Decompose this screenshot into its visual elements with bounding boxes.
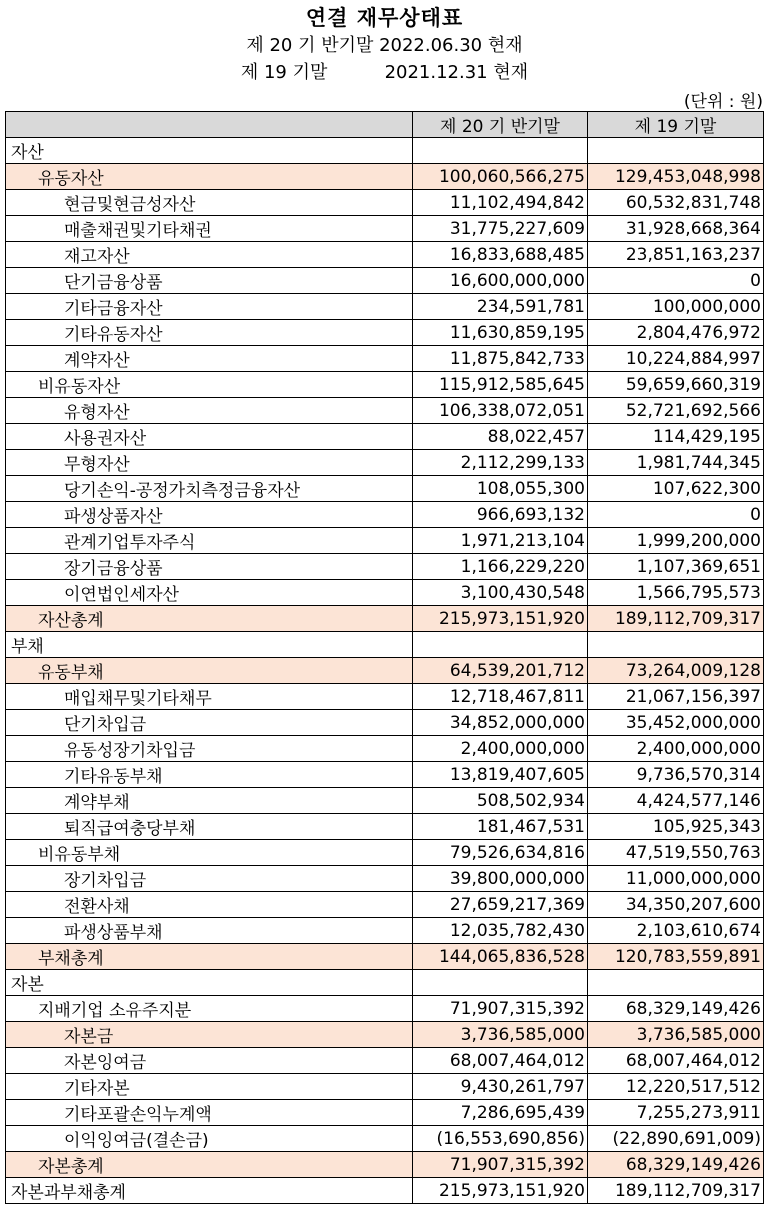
account-label: 이익잉여금(결손금) [6,1126,413,1152]
current-period-value: 13,819,407,605 [413,762,588,788]
account-label: 기타자본 [6,1074,413,1100]
account-label: 유형자산 [6,398,413,424]
account-label: 단기차입금 [6,710,413,736]
current-period-value: 115,912,585,645 [413,372,588,398]
current-period-value: 215,973,151,920 [413,606,588,632]
account-label: 단기금융상품 [6,268,413,294]
account-label: 부채총계 [6,944,413,970]
table-row [6,736,764,762]
prior-period-value: 52,721,692,566 [588,398,764,424]
current-period-value: 34,852,000,000 [413,710,588,736]
prior-period-value [588,138,764,164]
account-label: 유동성장기차입금 [6,736,413,762]
prior-period-value: 21,067,156,397 [588,684,764,710]
table-row [6,502,764,528]
table-row [6,1178,764,1204]
prior-period-value: 35,452,000,000 [588,710,764,736]
column-header-prior: 제 19 기말 [588,112,764,138]
current-period-value: 966,693,132 [413,502,588,528]
current-period-value: 9,430,261,797 [413,1074,588,1100]
current-period-value: 2,112,299,133 [413,450,588,476]
prior-period-value: 1,981,744,345 [588,450,764,476]
account-label: 무형자산 [6,450,413,476]
account-label: 매입채무및기타채무 [6,684,413,710]
table-row [6,216,764,242]
current-period-value: 508,502,934 [413,788,588,814]
account-label: 자본잉여금 [6,1048,413,1074]
prior-period-value: 1,107,369,651 [588,554,764,580]
table-row [6,190,764,216]
account-label: 자산 [6,138,413,164]
prior-period-value: 4,424,577,146 [588,788,764,814]
table-row [6,580,764,606]
current-period-value: (16,553,690,856) [413,1126,588,1152]
account-label: 기타유동부채 [6,762,413,788]
table-header-row [6,112,764,138]
current-period-value: 64,539,201,712 [413,658,588,684]
prior-period-value: 11,000,000,000 [588,866,764,892]
account-label: 자산총계 [6,606,413,632]
account-label: 자본금 [6,1022,413,1048]
current-period-value: 1,166,229,220 [413,554,588,580]
table-body [6,138,764,1204]
prior-period-value: 3,736,585,000 [588,1022,764,1048]
table-row [6,1100,764,1126]
prior-period-value: 7,255,273,911 [588,1100,764,1126]
prior-period-value: 12,220,517,512 [588,1074,764,1100]
column-header-account [6,112,413,138]
account-label: 부채 [6,632,413,658]
table-row [6,710,764,736]
account-label: 자본 [6,970,413,996]
prior-period-value: 114,429,195 [588,424,764,450]
account-label: 현금및현금성자산 [6,190,413,216]
prior-period-value: 9,736,570,314 [588,762,764,788]
account-label: 자본과부채총계 [6,1178,413,1204]
account-label: 비유동부채 [6,840,413,866]
current-period-value: 68,007,464,012 [413,1048,588,1074]
current-period-value: 16,833,688,485 [413,242,588,268]
current-period-value: 106,338,072,051 [413,398,588,424]
table-row [6,554,764,580]
current-period-value [413,632,588,658]
table-row [6,762,764,788]
account-label: 기타포괄손익누계액 [6,1100,413,1126]
current-period-value: 79,526,634,816 [413,840,588,866]
unit-label: (단위 : 원) [683,92,763,112]
account-label: 지배기업 소유주지분 [6,996,413,1022]
table-row [6,164,764,190]
account-label: 퇴직급여충당부채 [6,814,413,840]
table-row [6,1022,764,1048]
table-row [6,996,764,1022]
current-period-value: 88,022,457 [413,424,588,450]
prior-period-value: 2,400,000,000 [588,736,764,762]
prior-period-value: 68,329,149,426 [588,1152,764,1178]
period-prior: 제 19 기말 2021.12.31 현재 [240,62,529,83]
prior-period-value: 107,622,300 [588,476,764,502]
account-label: 매출채권및기타채권 [6,216,413,242]
table-row [6,866,764,892]
current-period-value: 181,467,531 [413,814,588,840]
prior-period-value: 1,566,795,573 [588,580,764,606]
account-label: 전환사채 [6,892,413,918]
current-period-value: 1,971,213,104 [413,528,588,554]
table-row [6,268,764,294]
account-label: 재고자산 [6,242,413,268]
current-period-value: 16,600,000,000 [413,268,588,294]
prior-period-value: 129,453,048,998 [588,164,764,190]
table-row [6,528,764,554]
account-label: 기타유동자산 [6,320,413,346]
account-label: 계약부채 [6,788,413,814]
current-period-value: 11,102,494,842 [413,190,588,216]
prior-period-value: 73,264,009,128 [588,658,764,684]
current-period-value: 215,973,151,920 [413,1178,588,1204]
prior-period-value: 60,532,831,748 [588,190,764,216]
current-period-value: 234,591,781 [413,294,588,320]
period-current: 제 20 기 반기말 2022.06.30 현재 [246,35,523,56]
page-title: 연결 재무상태표 [305,6,464,30]
prior-period-value: 34,350,207,600 [588,892,764,918]
account-label: 파생상품부채 [6,918,413,944]
prior-period-value: 10,224,884,997 [588,346,764,372]
current-period-value: 11,630,859,195 [413,320,588,346]
prior-period-value: 59,659,660,319 [588,372,764,398]
table-row [6,1074,764,1100]
prior-period-value: 189,112,709,317 [588,1178,764,1204]
account-label: 유동자산 [6,164,413,190]
table-row [6,138,764,164]
current-period-value: 3,736,585,000 [413,1022,588,1048]
table-row [6,658,764,684]
table-row [6,1126,764,1152]
table-row [6,892,764,918]
table-row [6,1152,764,1178]
prior-period-value: 31,928,668,364 [588,216,764,242]
table-row [6,424,764,450]
table-row [6,372,764,398]
account-label: 장기금융상품 [6,554,413,580]
table-row [6,450,764,476]
table-row [6,346,764,372]
prior-period-value: 2,804,476,972 [588,320,764,346]
current-period-value: 12,718,467,811 [413,684,588,710]
current-period-value: 108,055,300 [413,476,588,502]
prior-period-value: 189,112,709,317 [588,606,764,632]
prior-period-value: 23,851,163,237 [588,242,764,268]
current-period-value: 100,060,566,275 [413,164,588,190]
current-period-value: 11,875,842,733 [413,346,588,372]
current-period-value [413,138,588,164]
table-row [6,918,764,944]
account-label: 장기차입금 [6,866,413,892]
prior-period-value: 0 [588,502,764,528]
current-period-value [413,970,588,996]
prior-period-value: (22,890,691,009) [588,1126,764,1152]
current-period-value: 3,100,430,548 [413,580,588,606]
prior-period-value: 2,103,610,674 [588,918,764,944]
account-label: 당기손익-공정가치측정금융자산 [6,476,413,502]
prior-period-value [588,970,764,996]
prior-period-value: 1,999,200,000 [588,528,764,554]
table-row [6,1048,764,1074]
current-period-value: 71,907,315,392 [413,996,588,1022]
current-period-value: 27,659,217,369 [413,892,588,918]
account-label: 계약자산 [6,346,413,372]
account-label: 관계기업투자주식 [6,528,413,554]
current-period-value: 12,035,782,430 [413,918,588,944]
account-label: 기타금융자산 [6,294,413,320]
column-header-current: 제 20 기 반기말 [413,112,588,138]
current-period-value: 7,286,695,439 [413,1100,588,1126]
account-label: 유동부채 [6,658,413,684]
table-row [6,814,764,840]
table-row [6,294,764,320]
prior-period-value: 105,925,343 [588,814,764,840]
balance-sheet-table [5,111,764,1204]
table-row [6,632,764,658]
prior-period-value: 100,000,000 [588,294,764,320]
prior-period-value: 68,329,149,426 [588,996,764,1022]
prior-period-value: 120,783,559,891 [588,944,764,970]
table-row [6,242,764,268]
table-row [6,684,764,710]
table-row [6,320,764,346]
current-period-value: 2,400,000,000 [413,736,588,762]
prior-period-value [588,632,764,658]
table-row [6,840,764,866]
table-row [6,606,764,632]
current-period-value: 39,800,000,000 [413,866,588,892]
account-label: 파생상품자산 [6,502,413,528]
account-label: 자본총계 [6,1152,413,1178]
prior-period-value: 68,007,464,012 [588,1048,764,1074]
account-label: 비유동자산 [6,372,413,398]
table-row [6,970,764,996]
table-row [6,476,764,502]
prior-period-value: 0 [588,268,764,294]
table-row [6,944,764,970]
account-label: 사용권자산 [6,424,413,450]
current-period-value: 71,907,315,392 [413,1152,588,1178]
table-row [6,788,764,814]
account-label: 이연법인세자산 [6,580,413,606]
table-row [6,398,764,424]
current-period-value: 144,065,836,528 [413,944,588,970]
current-period-value: 31,775,227,609 [413,216,588,242]
prior-period-value: 47,519,550,763 [588,840,764,866]
